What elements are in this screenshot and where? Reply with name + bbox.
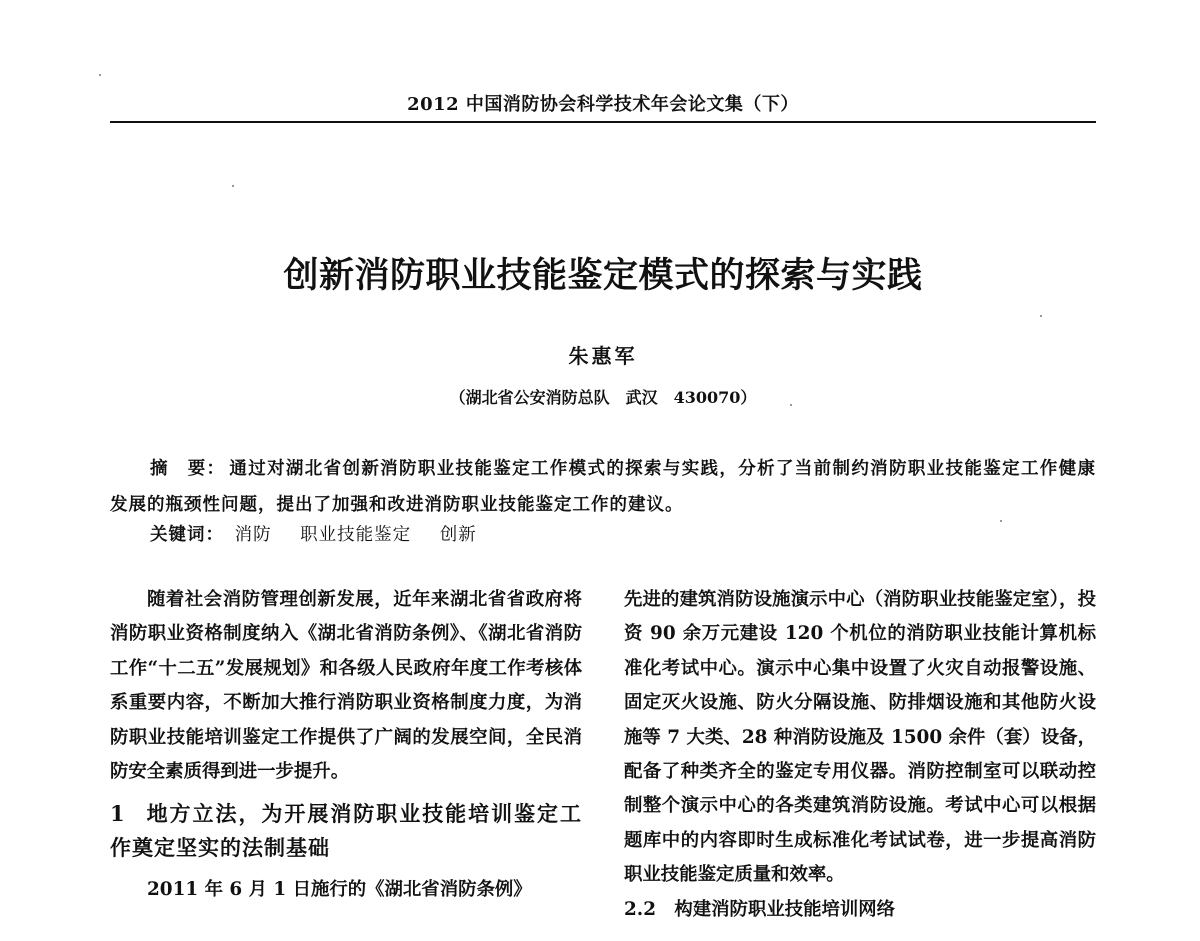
- abstract: [110, 451, 1096, 523]
- section-1-number: 1: [110, 801, 126, 827]
- running-header: 2012 中国消防协会科学技术年会论文集（下）: [407, 94, 799, 115]
- intro-paragraph: 随着社会消防管理创新发展，近年来湖北省省政府将消防职业资格制度纳入《湖北省消防条例》、《湖北省消防工作“十二五”发展规划》和各级人民政府年度工作考核体系重要内容，不断加大推行消防职业资格制度力度，为消防职业技能培训鉴定工作提供了广阔的发展空间，全民消防安全素质得到进一步提升。: [110, 589, 582, 783]
- scan-speck: [99, 74, 101, 76]
- right-column-paragraph: 先进的建筑消防设施演示中心（消防职业技能鉴定室），投资 90 余万元建设 120 个机位的消防职业技能计算机标准化考试中心。演示中心集中设置了火灾自动报警设施、固定灭火设施、防火分隔设施、防排烟设施和其他防火设施等 7 大类、28 种消防设施及 1500 余件（套）设备，配备了种类齐全的鉴定专用仪器。消防控制室可以联动控制整个演示中心的各类建筑消防设施。考试中心可以根据题库中的内容即时生成标准化考试试卷，进一步提高消防职业技能鉴定质量和效率。: [624, 589, 1096, 886]
- header-divider: [110, 121, 1096, 123]
- scan-speck: [790, 404, 792, 406]
- paper-title: 创新消防职业技能鉴定模式的探索与实践: [283, 255, 923, 296]
- author-name: 朱惠军: [568, 344, 638, 368]
- scan-speck: [232, 185, 234, 187]
- abstract-label: 摘 要：: [150, 459, 226, 479]
- keyword-item: 创新: [439, 525, 477, 545]
- abstract-text: 通过对湖北省创新消防职业技能鉴定工作模式的探索与实践，分析了当前制约消防职业技能鉴定工作健康发展的瓶颈性问题，提出了加强和改进消防职业技能鉴定工作的建议。: [110, 459, 1096, 515]
- keywords: [150, 517, 1090, 553]
- scan-speck: [1000, 520, 1002, 522]
- scan-speck: [1040, 315, 1042, 317]
- right-column: [624, 583, 1096, 927]
- keyword-item: 消防: [234, 525, 272, 545]
- keyword-item: 职业技能鉴定: [300, 525, 412, 545]
- section-1-title: 地方立法，为开展消防职业技能培训鉴定工作奠定坚实的法制基础: [110, 801, 582, 861]
- author-affiliation: （湖北省公安消防总队 武汉 430070）: [449, 388, 757, 407]
- section-2-2-heading-cut: 2.2 构建消防职业技能培训网络: [624, 898, 896, 920]
- section-1-heading: [110, 797, 582, 865]
- left-column: [110, 583, 582, 908]
- section-1-first-line: 2011 年 6 月 1 日施行的《湖北省消防条例》: [147, 879, 532, 901]
- keywords-label: 关键词：: [150, 525, 224, 545]
